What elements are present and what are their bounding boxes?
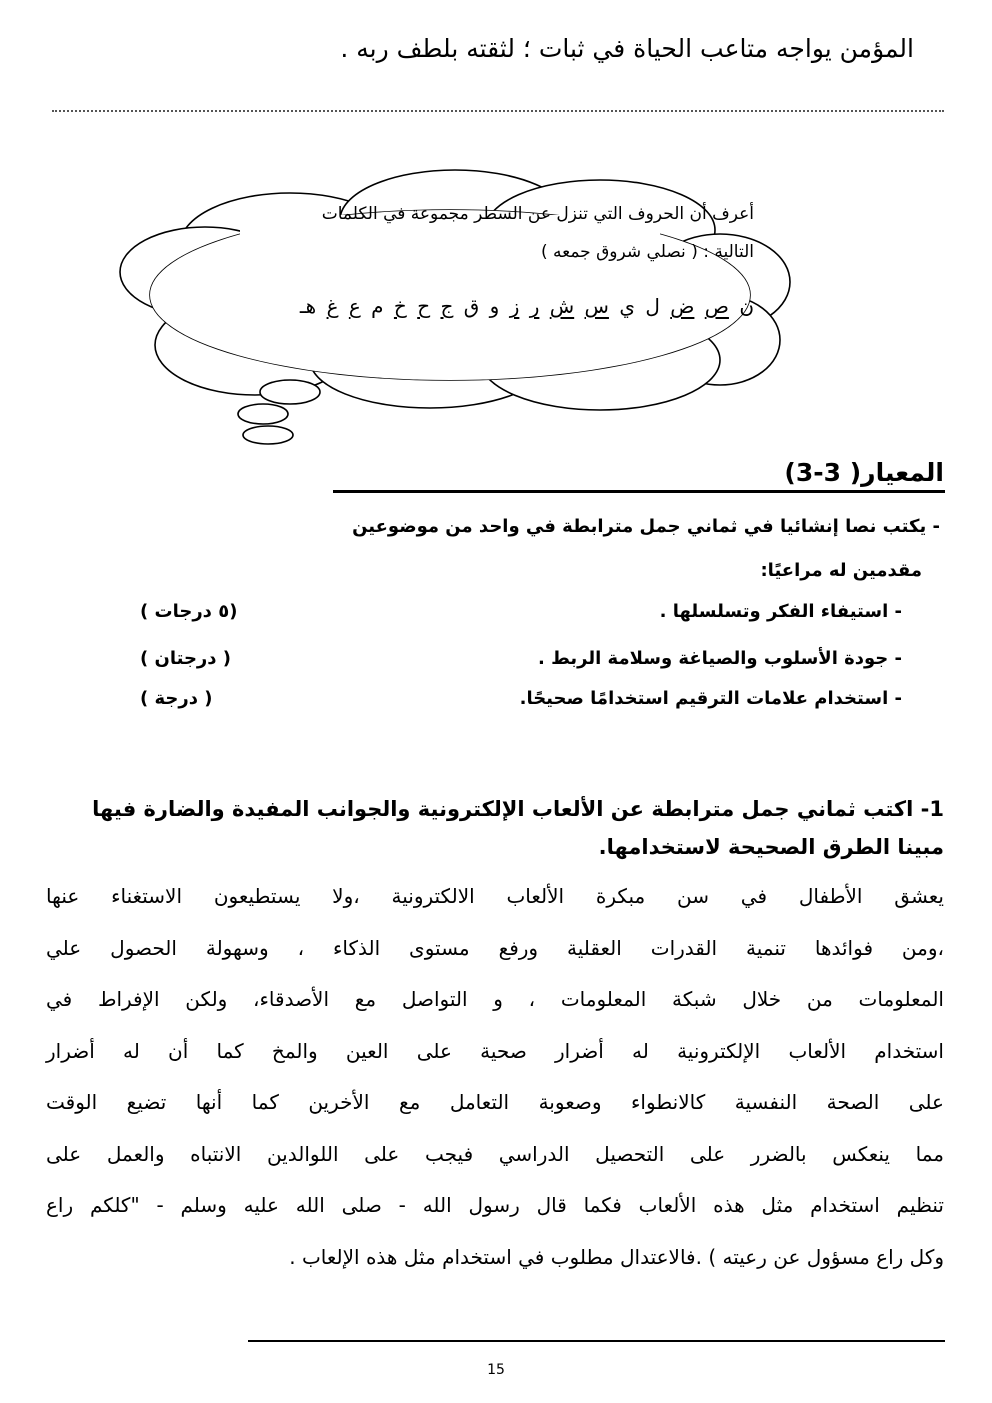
- letter: ض: [670, 294, 695, 318]
- letter: ل: [645, 294, 660, 318]
- letter: ع: [348, 294, 361, 318]
- criterion-mark: ( درجة ): [140, 688, 213, 709]
- criterion-text: - استخدام علامات الترقيم استخدامًا صحيحًا.: [519, 688, 902, 709]
- letter: خ: [393, 294, 407, 318]
- letter: هـ: [299, 294, 317, 318]
- answer-line: مما ينعكس بالضرر على التحصيل الدراسي فيجب على اللوالدين الانتباه والعمل على: [46, 1141, 944, 1166]
- criterion-mark: ( درجتان ): [140, 648, 232, 669]
- dotted-divider: [52, 110, 944, 112]
- answer-line: استخدام الألعاب الإلكترونية له أضرار صحية على العين والمخ كما أن له أضرار: [46, 1038, 944, 1063]
- letter: و: [489, 294, 500, 318]
- footer-divider: [248, 1340, 945, 1342]
- answer-line: تنظيم استخدام مثل هذه الألعاب فكما قال رسول الله - صلى الله عليه وسلم - "كلكم راع: [46, 1193, 944, 1217]
- letter: غ: [326, 294, 339, 318]
- answer-line: وكل راع مسؤول عن رعيته ) .فالاعتدال مطلوب في استخدام مثل هذه الإلعاب .: [289, 1244, 944, 1269]
- standard-underline: [333, 490, 945, 493]
- criterion-text: - جودة الأسلوب والصياغة وسلامة الربط .: [538, 648, 902, 669]
- letter: ي: [619, 294, 635, 318]
- answer-line: ،ومن فوائدها تنمية القدرات العقلية ورفع مستوى الذكاء ، وسهولة الحصول علي: [46, 935, 944, 960]
- letter: ج: [440, 294, 454, 318]
- letter: ر: [529, 294, 540, 318]
- standard-intro-line-2: مقدمين له مراعيًا:: [760, 560, 922, 581]
- header-sentence: المؤمن يواجه متاعب الحياة في ثبات ؛ لثقته بلطف ربه .: [340, 34, 914, 63]
- letter: ن: [739, 294, 754, 318]
- standard-intro-line-1: - يكتب نصا إنشائيا في ثماني جمل مترابطة في واحد من موضوعين: [352, 516, 940, 537]
- letter: ش: [549, 294, 575, 318]
- letter: ص: [704, 294, 729, 318]
- answer-paragraph: [46, 874, 944, 1286]
- cloud-text-line-2: التالية : ( نصلي شروق جمعه ): [541, 242, 754, 262]
- cloud-text-line-1: أعرف أن الحروف التي تنزل عن السطر مجموعة في الكلمات: [321, 204, 754, 224]
- question-prompt: 1- اكتب ثماني جمل مترابطة عن الألعاب الإلكترونية والجوانب المفيدة والضارة فيها مبينا الطرق الصحيحة لاستخدامها.: [92, 797, 944, 859]
- answer-line: على الصحة النفسية كالانطواء وصعوبة التعامل مع الأخرين كما أنها تضيع الوقت: [46, 1090, 944, 1114]
- letter: ق: [463, 294, 480, 318]
- answer-line: يعشق الأطفال في سن مبكرة الألعاب الالكترونية ،ولا يستطيعون الاستغناء عنها: [46, 884, 944, 908]
- page-number: 15: [487, 1362, 505, 1378]
- criterion-mark: (٥ درجات ): [140, 601, 238, 622]
- answer-line: المعلومات من خلال شبكة المعلومات ، و التواصل مع الأصدقاء، ولكن الإفراط في: [46, 987, 944, 1011]
- standard-title: المعيار( 3-3): [784, 458, 944, 487]
- letter: ز: [509, 294, 520, 318]
- letter: س: [584, 294, 609, 318]
- letter: م: [371, 294, 384, 318]
- descending-letters-list: [296, 294, 754, 318]
- letter: ح: [417, 294, 431, 318]
- criterion-text: - استيفاء الفكر وتسلسلها .: [659, 601, 902, 622]
